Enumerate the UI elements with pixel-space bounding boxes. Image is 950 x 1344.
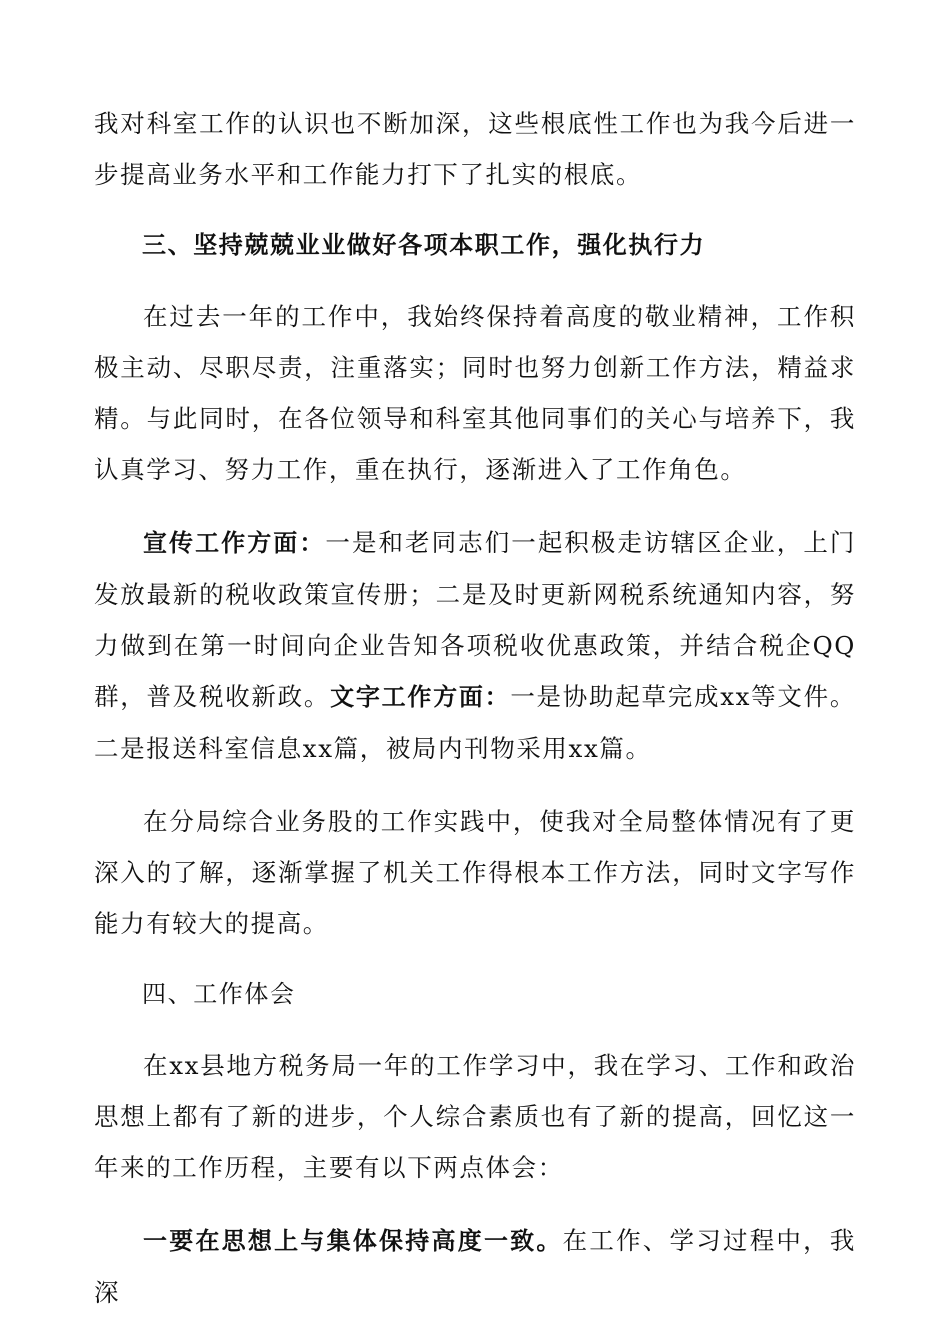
- paragraph-practice: 在分局综合业务股的工作实践中，使我对全局整体情况有了更深入的了解，逐渐掌握了机关工作得根本工作方法，同时文字写作能力有较大的提高。: [94, 807, 856, 938]
- paragraph-work-attitude: 在过去一年的工作中，我始终保持着高度的敬业精神，工作积极主动、尽职尽责，注重落实；同时也努力创新工作方法，精益求精。与此同时，在各位领导和科室其他同事们的关心与培养下，我认真学习、努力工作，重在执行，逐渐进入了工作角色。: [94, 302, 856, 484]
- document-body: [94, 98, 856, 1318]
- paragraph-point-one: [94, 1215, 856, 1318]
- section-heading-3: 三、坚持兢兢业业做好各项本职工作，强化执行力: [142, 231, 706, 259]
- paragraph-work-details: [94, 517, 856, 774]
- lead-point-one: 一要在思想上与集体保持高度一致。: [143, 1227, 563, 1255]
- paragraph-experience: 在xx县地方税务局一年的工作学习中，我在学习、工作和政治思想上都有了新的进步，个人综合素质也有了新的提高，回忆这一年来的工作历程，主要有以下两点体会：: [94, 1051, 856, 1182]
- lead-publicity-work: 宣传工作方面：: [143, 529, 326, 557]
- publicity-work-text: 一是和老同志们一起积极走访辖区企业，上门发放最新的税收政策宣传册；二是及时更新网税系统通知内容，努力做到在第一时间向企业告知各项税收优惠政策，并结合税企QQ群，普及税收新政。: [94, 528, 857, 711]
- section-heading-4: 四、工作体会: [142, 980, 296, 1008]
- lead-writing-work: 文字工作方面：: [330, 683, 511, 711]
- paragraph-continued: 我对科室工作的认识也不断加深，这些根底性工作也为我今后进一步提高业务水平和工作能力打下了扎实的根底。: [94, 109, 856, 189]
- point-one-text: 在工作、学习过程中，我深: [94, 1226, 856, 1307]
- writing-work-text: 一是协助起草完成xx等文件。二是报送科室信息xx篇，被局内刊物采用xx篇。: [94, 682, 856, 763]
